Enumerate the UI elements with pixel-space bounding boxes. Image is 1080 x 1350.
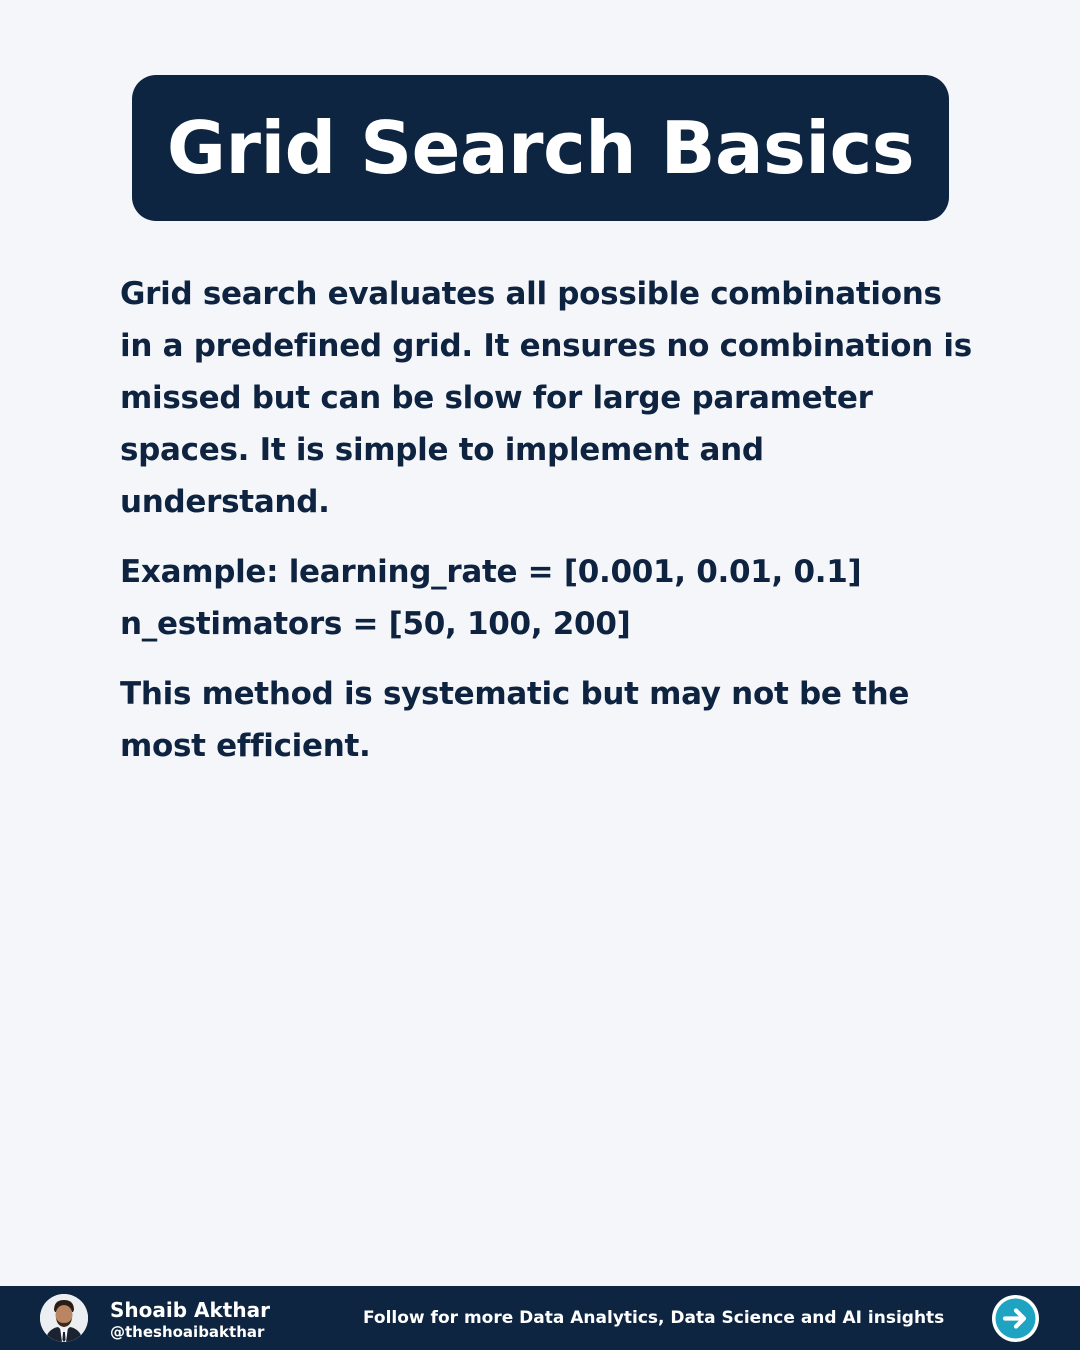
author-name: Shoaib Akthar [110, 1298, 270, 1322]
paragraph-conclusion [120, 668, 970, 772]
text-line: n_estimators = [50, 100, 200] [120, 606, 631, 642]
paragraph-example [120, 546, 970, 650]
next-slide-button[interactable] [992, 1295, 1039, 1342]
text-line: Example: learning_rate = [0.001, 0.01, 0.1] [120, 554, 862, 590]
profile-photo-icon [40, 1294, 88, 1342]
text-line: This method is systematic but may not be the [120, 676, 910, 712]
arrow-right-circle-icon [995, 1298, 1036, 1339]
text-line: in a predefined grid. It ensures no combination is [120, 328, 972, 364]
text-line: Grid search evaluates all possible combinations [120, 276, 942, 312]
paragraph-description [120, 268, 970, 528]
text-line: most efficient. [120, 728, 371, 764]
text-line: understand. [120, 484, 330, 520]
avatar[interactable] [40, 1294, 88, 1342]
text-line: missed but can be slow for large parameter [120, 380, 873, 416]
main-content [120, 268, 970, 790]
author-handle[interactable]: @theshoaibakthar [110, 1323, 265, 1341]
follow-tagline: Follow for more Data Analytics, Data Science and AI insights [363, 1308, 945, 1328]
page-title: Grid Search Basics [166, 106, 915, 190]
title-banner [132, 75, 949, 221]
footer-bar [0, 1286, 1080, 1350]
text-line: spaces. It is simple to implement and [120, 432, 764, 468]
